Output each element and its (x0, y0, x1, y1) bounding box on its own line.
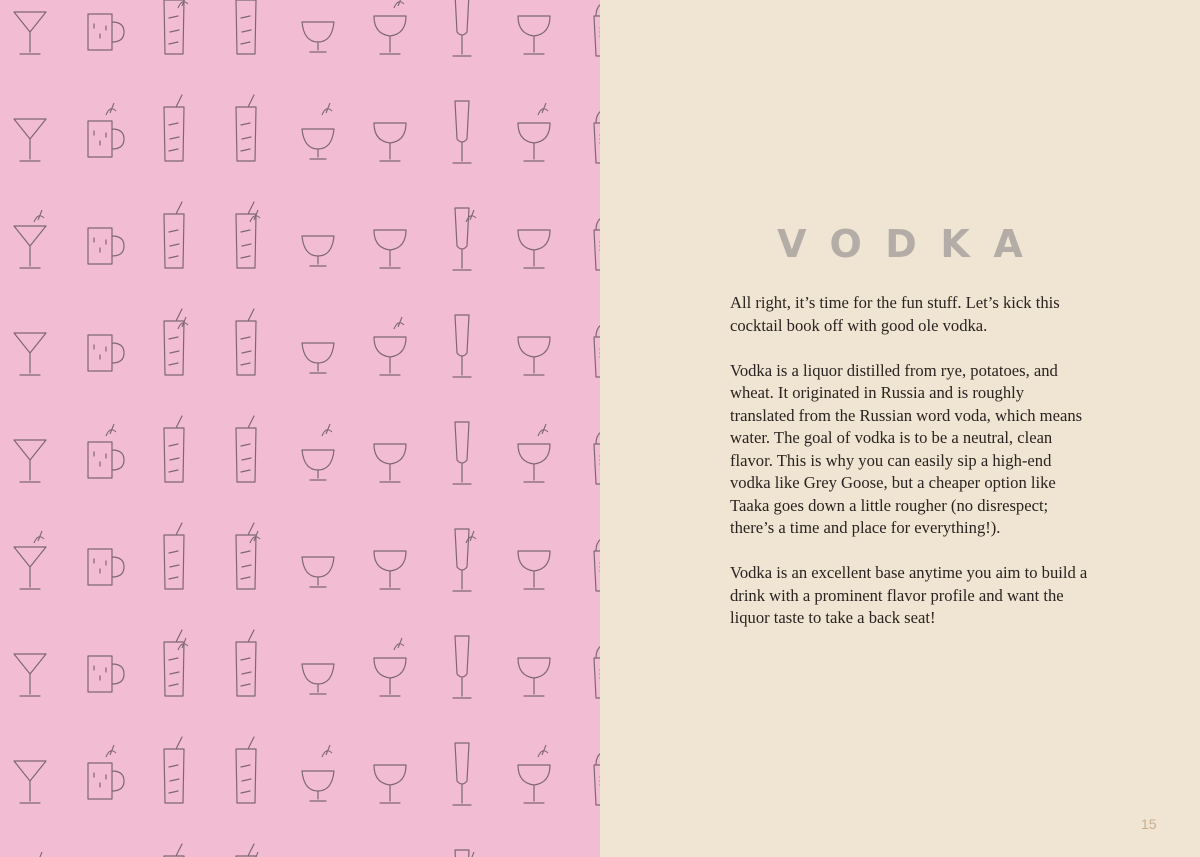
highball-glass-icon (236, 844, 260, 857)
body-text (730, 292, 1090, 652)
chapter-title: VODKA (777, 222, 1047, 266)
flute-glass-icon (453, 422, 471, 484)
paragraph-description: Vodka is a liquor distilled from rye, potatoes, and wheat. It originated in Russia and is roughly translated from the Russian word voda, which means water. The goal of vodka is to be a neutral, clean flavor. This is why you can easily sip a high-end vodka like Grey Goose, but a cheaper option like Taaka goes down a little rougher (no disrespect; there’s a time and place for everything!). (730, 360, 1083, 537)
highball-glass-icon (236, 309, 256, 375)
highball-glass-icon (236, 416, 256, 482)
mug-glass-icon (88, 745, 124, 799)
bowl-glass-icon (302, 343, 334, 373)
mug-glass-icon (88, 424, 124, 478)
highball-glass-icon (164, 630, 188, 696)
coupe-glass-icon (374, 317, 406, 375)
coupe-glass-icon (518, 658, 550, 696)
highball-glass-icon (164, 309, 188, 375)
highball-glass-icon (236, 630, 256, 696)
highball-glass-icon (236, 202, 260, 268)
flute-glass-icon (453, 315, 471, 377)
coupe-glass-icon (374, 123, 406, 161)
highball-glass-icon (164, 202, 184, 268)
bowl-glass-icon (302, 22, 334, 52)
coupe-glass-icon (518, 551, 550, 589)
martini-glass-icon (14, 12, 46, 54)
flute-glass-icon (453, 743, 471, 805)
martini-glass-icon (14, 333, 46, 375)
coupe-glass-icon (518, 16, 550, 54)
flute-glass-icon (453, 850, 476, 857)
coupe-glass-icon (518, 337, 550, 375)
coupe-glass-icon (518, 424, 550, 482)
mug-glass-icon (88, 14, 124, 50)
text-page (600, 0, 1200, 857)
coupe-glass-icon (374, 444, 406, 482)
highball-glass-icon (164, 523, 184, 589)
highball-glass-icon (236, 737, 256, 803)
highball-glass-icon (164, 95, 184, 161)
martini-glass-icon (14, 119, 46, 161)
mug-glass-icon (88, 228, 124, 264)
bowl-glass-icon (302, 557, 334, 587)
martini-glass-icon (14, 440, 46, 482)
martini-glass-icon (14, 654, 46, 696)
coupe-glass-icon (374, 0, 406, 54)
martini-glass-icon (14, 210, 46, 268)
mug-glass-icon (88, 549, 124, 585)
martini-glass-icon (14, 852, 46, 857)
highball-glass-icon (164, 416, 184, 482)
bowl-glass-icon (302, 424, 334, 480)
paragraph-intro: All right, it’s time for the fun stuff. Let’s kick this cocktail book off with good ole vodka. (730, 293, 1060, 335)
mug-glass-icon (88, 103, 124, 157)
bowl-glass-icon (302, 664, 334, 694)
mug-glass-icon (88, 656, 124, 692)
flute-glass-icon (453, 208, 476, 270)
flute-glass-icon (453, 0, 471, 56)
coupe-glass-icon (518, 230, 550, 268)
coupe-glass-icon (518, 103, 550, 161)
highball-glass-icon (236, 0, 256, 54)
highball-glass-icon (236, 523, 260, 589)
flute-glass-icon (453, 529, 476, 591)
highball-glass-icon (164, 844, 184, 857)
bowl-glass-icon (302, 103, 334, 159)
mug-glass-icon (88, 335, 124, 371)
paragraph-conclusion: Vodka is an excellent base anytime you aim to build a drink with a prominent flavor profile and want the liquor taste to take a back seat! (730, 563, 1088, 627)
flute-glass-icon (453, 101, 471, 163)
bowl-glass-icon (302, 745, 334, 801)
coupe-glass-icon (374, 638, 406, 696)
coupe-glass-icon (374, 551, 406, 589)
highball-glass-icon (164, 737, 184, 803)
coupe-glass-icon (518, 745, 550, 803)
martini-glass-icon (14, 761, 46, 803)
page-number: 15 (1141, 816, 1157, 832)
bowl-glass-icon (302, 236, 334, 266)
flute-glass-icon (453, 636, 471, 698)
martini-glass-icon (14, 531, 46, 589)
highball-glass-icon (164, 0, 188, 54)
highball-glass-icon (236, 95, 256, 161)
coupe-glass-icon (374, 765, 406, 803)
coupe-glass-icon (374, 230, 406, 268)
